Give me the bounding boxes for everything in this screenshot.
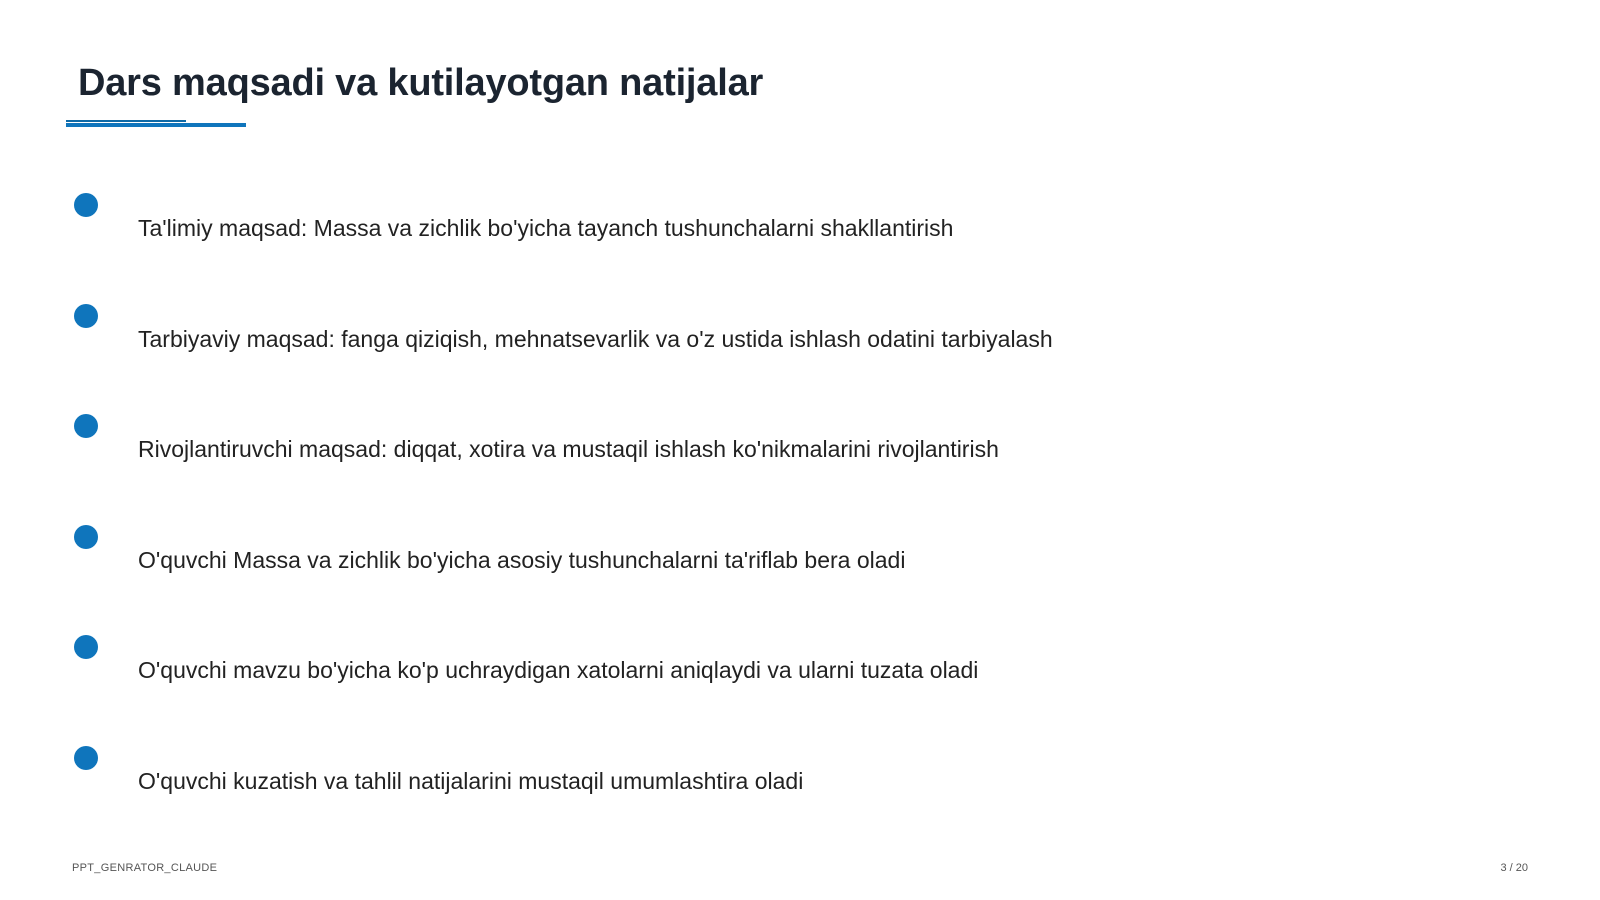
bullet-dot-icon	[74, 635, 98, 659]
bullet-text: O'quvchi kuzatish va tahlil natijalarini mustaqil umumlashtira oladi	[138, 768, 804, 794]
bullet-text: Ta'limiy maqsad: Massa va zichlik bo'yicha tayanch tushunchalarni shakllantirish	[138, 215, 954, 241]
footer-label: PPT_GENRATOR_CLAUDE	[72, 862, 218, 874]
bullet-item	[0, 414, 1600, 494]
bullet-item	[0, 635, 1600, 715]
bullet-text: Rivojlantiruvchi maqsad: diqqat, xotira va mustaqil ishlash ko'nikmalarini rivojlantirish	[138, 436, 999, 462]
bullet-dot-icon	[74, 525, 98, 549]
bullet-text: Tarbiyaviy maqsad: fanga qiziqish, mehnatsevarlik va o'z ustida ishlash odatini tarbiyalash	[138, 326, 1053, 352]
bullet-dot-icon	[74, 414, 98, 438]
bullet-dot-icon	[74, 193, 98, 217]
bullet-dot-icon	[74, 304, 98, 328]
bullet-text: O'quvchi Massa va zichlik bo'yicha asosiy tushunchalarni ta'riflab bera oladi	[138, 547, 906, 573]
slide-title: Dars maqsadi va kutilayotgan natijalar	[78, 62, 764, 104]
bullet-item	[0, 304, 1600, 384]
bullet-item	[0, 193, 1600, 273]
bullet-item	[0, 525, 1600, 605]
bullet-item	[0, 746, 1600, 826]
page-indicator: 3 / 20	[1500, 862, 1528, 874]
bullet-dot-icon	[74, 746, 98, 770]
bullet-text: O'quvchi mavzu bo'yicha ko'p uchraydigan xatolarni aniqlaydi va ularni tuzata oladi	[138, 657, 979, 683]
